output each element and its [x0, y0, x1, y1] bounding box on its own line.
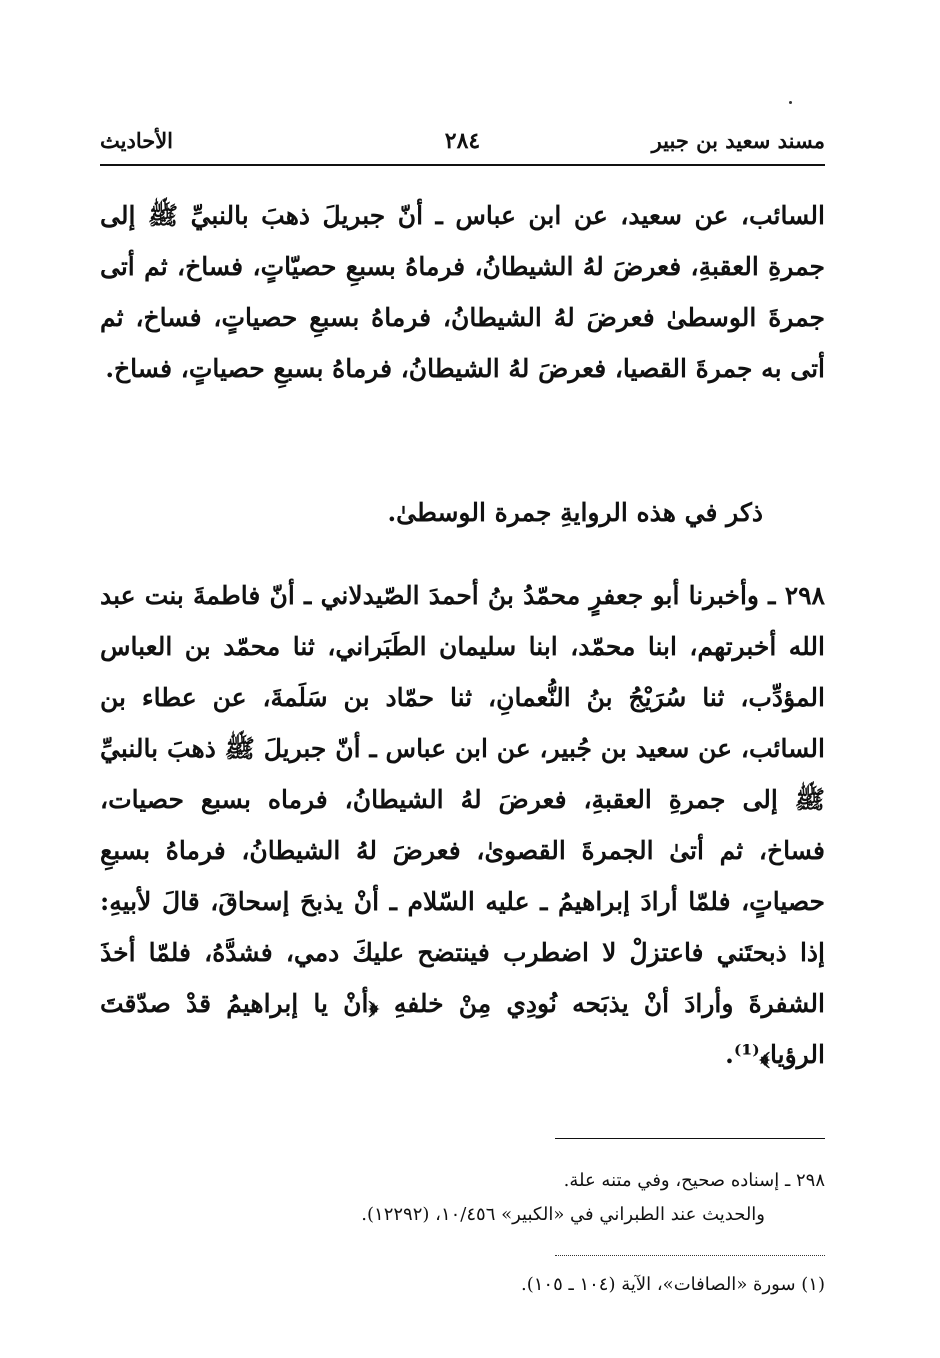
paragraph-1: السائب، عن سعيد، عن ابن عباس ـ أنّ جبريلَ ذهبَ بالنبيِّ ﷺ إلى جمرةِ العقبةِ، فعرضَ لهُ الشيطانُ، فرماهُ بسبعِ حصيّاتٍ، فساخ، ثم أتى جمرةَ الوسطىٰ فعرضَ لهُ الشيطانُ، فرماهُ بسبعِ حصياتٍ، فساخ، ثم أتى به جمرةَ القصيا، فعرضَ لهُ الشيطانُ، فرماهُ بسبعِ حصياتٍ، فساخ.: [100, 201, 825, 383]
page-number: ٢٨٤: [444, 128, 481, 154]
paragraph-2: ذكر في هذه الروايةِ جمرة الوسطىٰ.: [387, 498, 763, 527]
page-header: [100, 128, 825, 162]
header-rule: [100, 164, 825, 166]
footnote-298-line-1: ٢٩٨ ـ إسناده صحيح، وفي متنه علة.: [563, 1170, 825, 1191]
hadith-298: ٢٩٨ ـ وأخبرنا أبو جعفرٍ محمّدُ بنُ أحمدَ الصّيدلاني ـ أنّ فاطمةَ بنت عبد الله أخبرتهم، ابنا محمّد، ابنا سليمان الطَبَراني، ثنا محمّد بن العباس المؤدِّب، ثنا سُرَيْجُ بنُ النُّعمانِ، ثنا حمّاد بن سَلَمةَ، عن عطاء بن السائب، عن سعيد بن جُبير، عن ابن عباس ـ أنّ جبريلَ ﷺ ذهبَ بالنبيِّ ﷺ إلى جمرةِ العقبةِ، فعرضَ لهُ الشيطانُ، فرماه بسبع حصيات، فساخ، ثم أتىٰ الجمرةَ القصوىٰ، فعرضَ لهُ الشيطانُ، فرماهُ بسبعِ حصياتٍ، فلمّا أرادَ إبراهيمُ ـ عليه السّلام ـ أنْ يذبحَ إسحاقَ، قالَ لأبيهِ: إذا ذبحتَني فاعتزلْ لا اضطرب فينتضح عليكَ دمي، فشدَّهُ، فلمّا أخذَ الشفرةَ وأرادَ أنْ يذبَحه نُودِي مِنْ خلفهِ ﴿أنْ يا إبراهيمُ قدْ صدّقتَ الرؤيا﴾⁽¹⁾.: [100, 581, 825, 1069]
print-speck: [789, 101, 792, 104]
footnotes-block: [200, 1164, 825, 1232]
footnote-dotted-rule: [555, 1255, 825, 1256]
footnote-rule: [555, 1138, 825, 1139]
section-title: الأحاديث: [100, 128, 174, 153]
footnote-quran-ref: (١) سورة «الصافات»، الآية (١٠٤ ـ ١٠٥).: [520, 1274, 825, 1295]
footnote-298-line-2: والحديث عند الطبراني في «الكبير» ١٠/٤٥٦، (١٢٢٩٢).: [361, 1204, 765, 1225]
book-title: مسند سعيد بن جبير: [651, 128, 825, 153]
